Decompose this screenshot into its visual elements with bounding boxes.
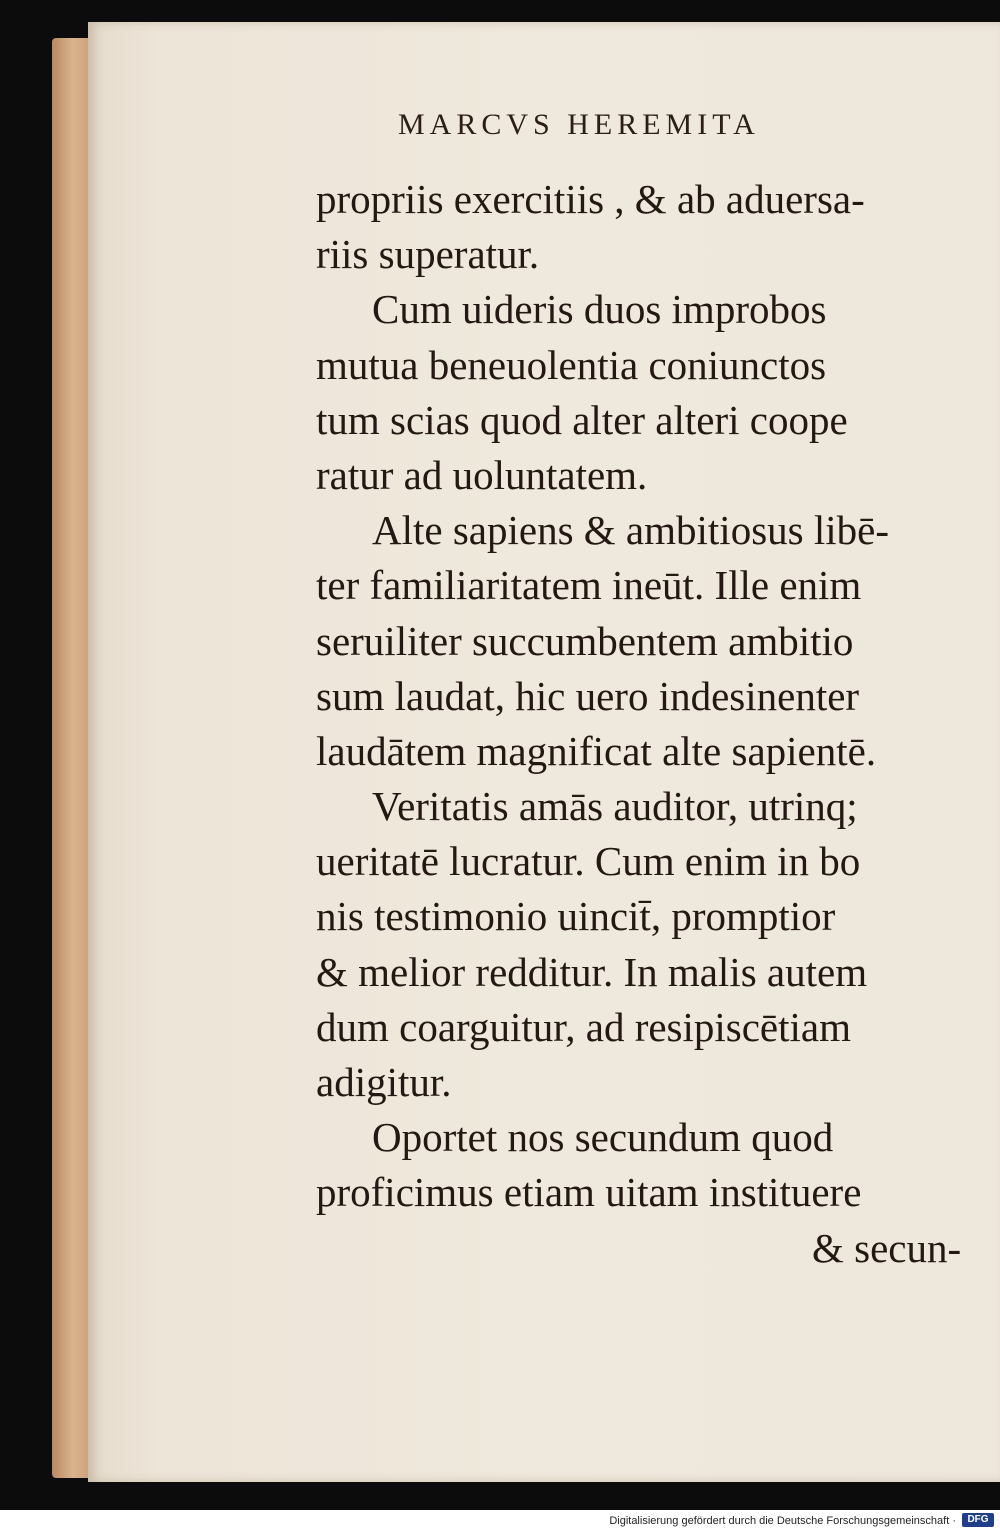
text-line: mutua beneuolentia coniunctos [316,341,827,388]
catchword-line: & secun- [812,1224,962,1271]
text-line: ter familiaritatem ineūt. Ille enim [316,562,862,609]
text-line: laudātem magnificat alte sapientē. [316,727,877,774]
text-line: riis superatur. [316,231,540,278]
text-line: propriis exercitiis , & ab aduersa- [316,176,865,222]
body-text [316,172,988,1276]
text-line: dum coarguitur, ad resipiscētiam [316,1003,852,1050]
dfg-logo-icon: DFG [962,1513,994,1527]
paragraph-start-line: Cum uideris duos improbos [372,286,827,333]
text-line: sum laudat, hic uero indesinenter [316,672,860,719]
funding-credit: Digitalisierung gefördert durch die Deutsche Forschungsgemeinschaft · [609,1515,956,1527]
running-head: MARCVS HEREMITA [398,108,760,141]
paragraph-start-line: Veritatis amās auditor, utrinq; [372,783,858,830]
paragraph-start-line: Alte sapiens & ambitiosus libē- [372,507,889,554]
text-line: & melior redditur. In malis autem [316,948,868,995]
text-line: ratur ad uoluntatem. [316,451,648,498]
text-line: nis testimonio uincit̄, promptior [316,893,836,940]
paragraph-start-line: Oportet nos secundum quod [372,1114,834,1161]
text-line: seruiliter succumbentem ambitio [316,617,854,664]
text-line: adigitur. [316,1059,452,1105]
text-line: proficimus etiam uitam instituere [316,1169,862,1216]
text-line: ueritatē lucratur. Cum enim in bo [316,838,861,885]
text-line: tum scias quod alter alteri coope [316,396,848,443]
